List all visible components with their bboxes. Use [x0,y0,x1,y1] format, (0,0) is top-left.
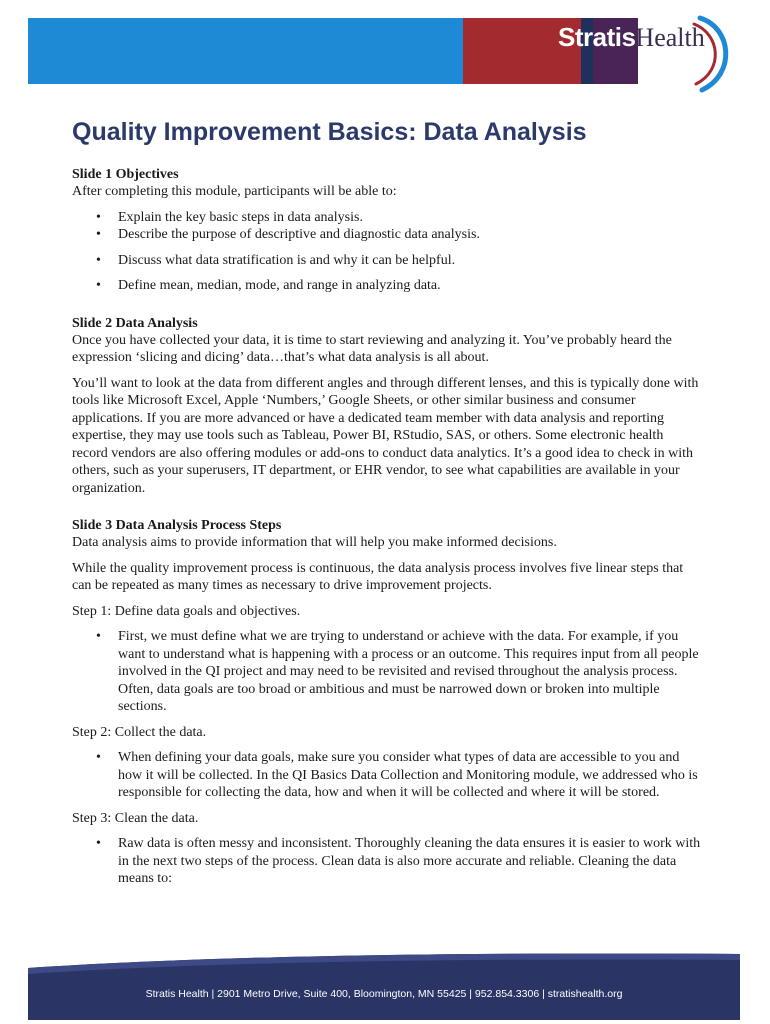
slide3-section [72,517,702,888]
slide3-heading: Slide 3 Data Analysis Process Steps [72,518,282,533]
page-title: Quality Improvement Basics: Data Analysis [72,118,587,146]
step2-list [96,749,702,802]
footer-wave-shape [28,950,740,1020]
list-item-text: Define mean, median, mode, and range in analyzing data. [118,278,441,293]
logo-health-text: Health [635,23,705,52]
document-body [72,116,702,888]
step2-label: Step 2: Collect the data. [72,724,207,740]
list-item-text: Raw data is often messy and inconsistent. Thoroughly cleaning the data ensures it is easier to work with in the next two steps of the process. Clean data is also more accurate and reliable. Cleaning the data means to: [118,836,701,886]
slide2-heading: Slide 2 Data Analysis [72,315,198,331]
slide2-section [72,315,702,498]
slide1-heading: Slide 1 Objectives [72,167,179,182]
list-item-text: Explain the key basic steps in data analysis. [118,209,363,225]
list-item-text: When defining your data goals, make sure you consider what types of data are accessible to you and how it will be collected. In the QI Basics Data Collection and Monitoring module, we addressed who is responsible for collecting the data, how and when it will be collected and where it will be stored. [118,750,698,800]
step1-list [96,628,702,716]
step1-label: Step 1: Define data goals and objectives. [72,603,301,619]
list-item-text: First, we must define what we are trying to understand or achieve with the data. For example, if you want to understand what is happening with a process or an outcome. This requires input from all people involved in the QI project and may need to be revisited and revised throughout the analysis process. Often, data goals are too broad or ambitious and must be narrowed down or broken into multiple sections. [118,629,699,714]
stratis-health-logo [558,22,705,53]
slide1-intro: After completing this module, participants will be able to: [72,184,397,199]
header-blue-band [28,18,463,84]
list-item: • When defining your data goals, make sure you consider what types of data are accessible to you and how it will be collected. In the QI Basics Data Collection and Monitoring module, we addressed who is responsible for collecting the data, how and when it will be collected and where it will be stored. [96,750,698,800]
step3-label: Step 3: Clean the data. [72,810,199,826]
list-item: • Define mean, median, mode, and range in analyzing data. [96,278,441,293]
list-item-text: Describe the purpose of descriptive and diagnostic data analysis. [118,227,480,242]
list-item: • Describe the purpose of descriptive and diagnostic data analysis. [96,227,480,242]
slide2-paragraph-1: Once you have collected your data, it is time to start reviewing and analyzing it. You’ve probably heard the expression ‘slicing and dicing’ data…that’s what data analysis is all about. [72,332,672,365]
slide2-paragraph-2: You’ll want to look at the data from different angles and through different lenses, and this is typically done with tools like Microsoft Excel, Apple ‘Numbers,’ Google Sheets, or other similar business and consumer applications. If you are more advanced or have a dedicated team member with data analysis and reporting expertise, they may use tools such as Tableau, Power BI, RStudio, SAS, or others. Some electronic health record vendors are also offering modules or add-ons to conduct data analytics. It’s a good idea to check in with others, such as your superusers, IT department, or EHR vendor, to see what capabilities are available in your organization. [72,375,699,496]
list-item-text: Discuss what data stratification is and why it can be helpful. [118,252,456,268]
list-item: • Discuss what data stratification is and why it can be helpful. [96,252,456,268]
step3-list [96,835,702,888]
objectives-list [96,209,702,295]
slide3-paragraph-1: Data analysis aims to provide information that will help you make informed decisions. [72,535,557,550]
list-item: • Raw data is often messy and inconsistent. Thoroughly cleaning the data ensures it is easier to work with in the next two steps of the process. Clean data is also more accurate and reliable. Cleaning the data means to: [96,836,701,886]
list-item: • Explain the key basic steps in data analysis. [96,209,363,225]
footer-banner [28,950,740,1020]
list-item: • First, we must define what we are trying to understand or achieve with the data. For example, if you want to understand what is happening with a process or an outcome. This requires input from all people involved in the QI project and may need to be revisited and revised throughout the analysis process. Often, data goals are too broad or ambitious and must be narrowed down or broken into multiple sections. [96,629,699,714]
logo-stratis-text: Stratis [558,22,636,52]
slide1-section [72,166,702,295]
footer-contact-text: Stratis Health | 2901 Metro Drive, Suite 400, Bloomington, MN 55425 | 952.854.3306 | stratishealth.org [145,988,623,1000]
slide3-paragraph-2: While the quality improvement process is continuous, the data analysis process involves five linear steps that can be repeated as many times as necessary to drive improvement projects. [72,560,684,593]
